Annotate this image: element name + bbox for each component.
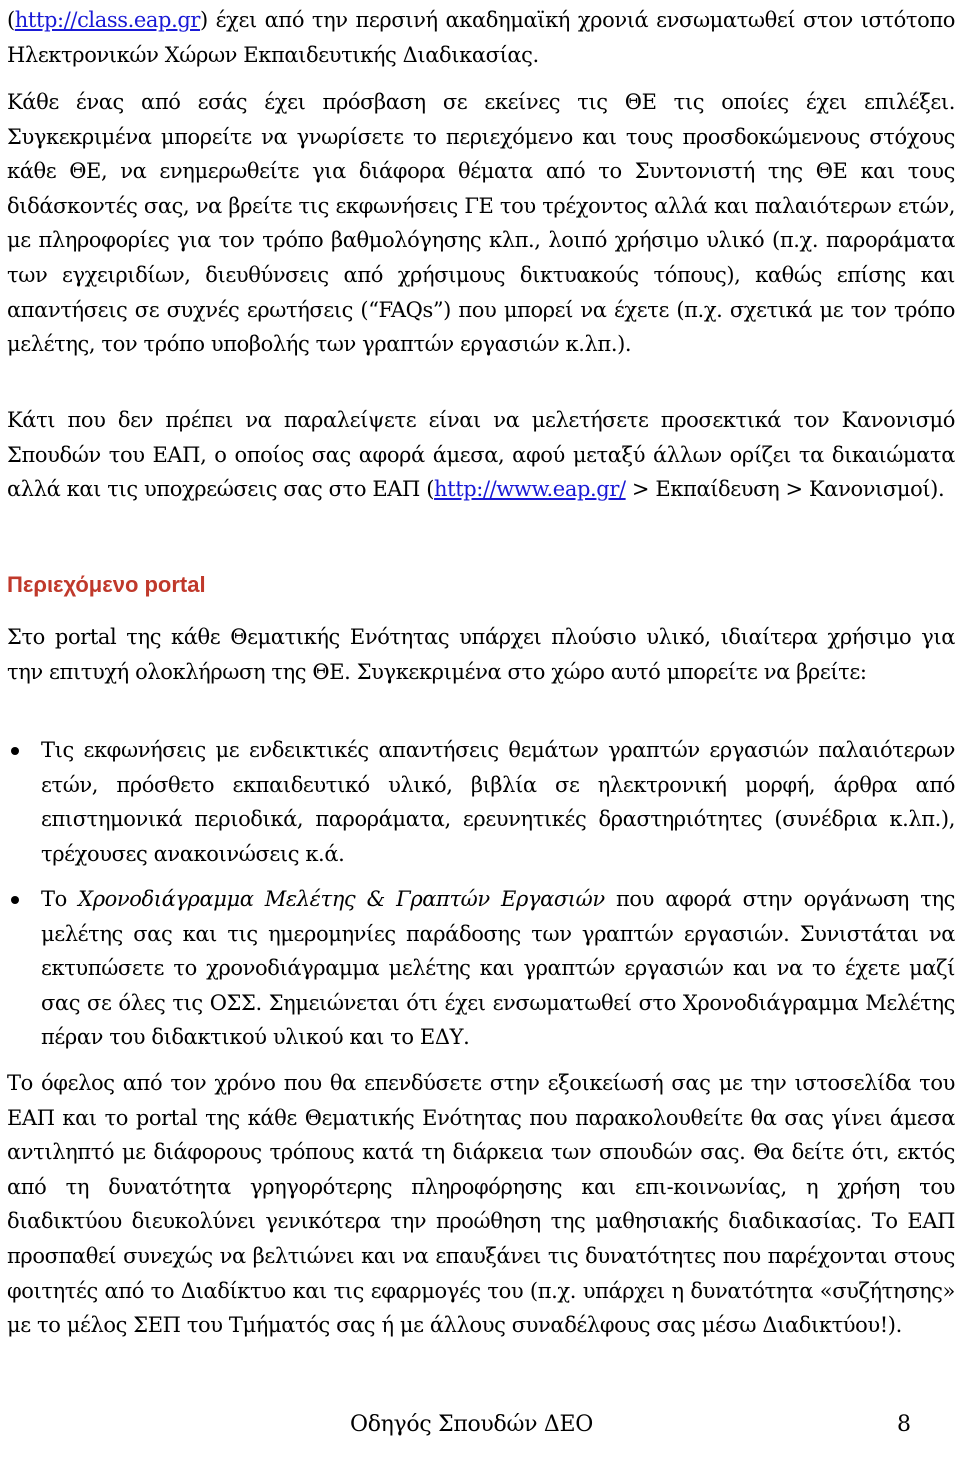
- section-heading: Περιεχόμενο portal: [7, 572, 206, 597]
- bullet-text-1: Τις εκφωνήσεις με ενδεικτικές απαντήσεις θεμάτων γραπτών εργασιών παλαιότερων ετών, πρόσθετο εκπαιδευτικό υλικό, βιβλία σε ηλεκτρονική μορφή, άρθρα από επιστημονικά περιοδικά, παροράματα, ερευνητικές δραστηριότητες (συνέδρια κ.λπ.), τρέχουσες ανακοινώσεις κ.ά.: [41, 738, 955, 866]
- page-number: 8: [897, 1412, 911, 1437]
- paragraph-benefit: Το όφελος από τον χρόνο που θα επενδύσετε στην εξοικείωσή σας με την ιστοσελίδα του ΕΑΠ και το portal της κάθε Θεματικής Ενότητας που παρακολουθείτε θα σας γίνει άμεσα αντιληπτό με διάφορους τρόπους κατά τη διάρκεια των σπουδών σας. Θα δείτε ότι, εκτός από τη δυνατότητα γρηγορότερης πληροφόρησης και επι-κοινωνίας, η χρήση του διαδικτύου διευκολύνει γενικότερα την προώθηση της μαθησιακής διαδικασίας. Το ΕΑΠ προσπαθεί συνεχώς να βελτιώνει και να επαυξάνει τις δυνατότητες που παρέχονται στους φοιτητές από το Διαδίκτυο και τις εφαρμογές του (π.χ. υπάρχει η δυνατότητα «συζήτησης» με το μέλος ΣΕΠ του Τμήματός σας ή με άλλους συναδέλφους σας μέσω Διαδικτύου!).: [7, 1071, 955, 1338]
- paragraph-portal-content: Στο portal της κάθε Θεματικής Ενότητας υπάρχει πλούσιο υλικό, ιδιαίτερα χρήσιμο για την επιτυχή ολοκλήρωση της ΘΕ. Συγκεκριμένα στο χώρο αυτό μπορείτε να βρείτε:: [7, 625, 955, 684]
- paragraph-access: Κάθε ένας από εσάς έχει πρόσβαση σε εκείνες τις ΘΕ τις οποίες έχει επιλέξει. Συγκεκριμένα μπορείτε να γνωρίσετε το περιεχόμενο και τους προσδοκώμενους στόχους κάθε ΘΕ, να ενημερωθείτε για διάφορα θέματα από το Συντονιστή της ΘΕ και τους διδάσκοντές σας, να βρείτε τις εκφωνήσεις ΓΕ του τρέχοντος αλλά και παλαιότερων ετών, με πληροφορίες για τον τρόπο βαθμολόγησης κλπ., λοιπό χρήσιμο υλικό (π.χ. παροράματα των εγχειριδίων, διευθύνσεις από χρήσιμους δικτυακούς τόπους), καθώς επίσης και απαντήσεις σε συχνές ερωτήσεις (“FAQs”) που μπορεί να έχετε (π.χ. σχετικά με τον τρόπο μελέτης, τον τρόπο υποβολής των γραπτών εργασιών κ.λπ.).: [7, 90, 955, 357]
- bullet-2-prefix: Το: [41, 887, 79, 911]
- schedule-title: Χρονοδιάγραμμα Μελέτης & Γραπτών Εργασιών: [78, 887, 605, 911]
- bullet-dot: [11, 896, 19, 904]
- paragraph-class-portal: [7, 3, 955, 72]
- paragraph-regulation-text: Κάτι που δεν πρέπει να παραλείψετε είναι να μελετήσετε προσεκτικά τον Κανονισμό Σπουδών του ΕΑΠ, ο οποίος σας αφορά άμεσα, αφού μεταξύ άλλων ορίζει τα δικαιώματα αλλά και τις υποχρεώσεις σας στο ΕΑΠ (: [7, 408, 955, 502]
- bullet-2-rest: που αφορά στην οργάνωση της μελέτης σας και τις ημερομηνίες παράδοσης των γραπτών εργασιών. Συνιστάται να εκτυπώσετε το χρονοδιάγραμμα μελέτης και γραπτών εργασιών και να το έχετε μαζί σας σε όλες τις ΟΣΣ. Σημειώνεται ότι έχει ενσωματωθεί στο Χρονοδιάγραμμα Μελέτης πέραν του διδακτικού υλικού και το ΕΔΥ.: [41, 887, 955, 1050]
- class-eap-link[interactable]: http://class.eap.gr: [14, 8, 201, 32]
- eap-link[interactable]: http://www.eap.gr/: [434, 477, 626, 502]
- paragraph-regulation: [7, 403, 955, 507]
- bullet-text-2: [41, 882, 955, 1055]
- footer-title: Οδηγός Σπουδών ΔΕΟ: [350, 1412, 593, 1437]
- bullet-dot: [11, 747, 19, 755]
- paren-open: (: [7, 8, 15, 32]
- paragraph-regulation-tail: > Εκπαίδευση > Κανονισμοί).: [625, 477, 945, 502]
- paragraph-class-portal-text: ) έχει από την περσινή ακαδημαϊκή χρονιά ενσωματωθεί στον ιστότοπο Ηλεκτρονικών Χώρων Εκπαιδευτικής Διαδικασίας.: [7, 8, 955, 67]
